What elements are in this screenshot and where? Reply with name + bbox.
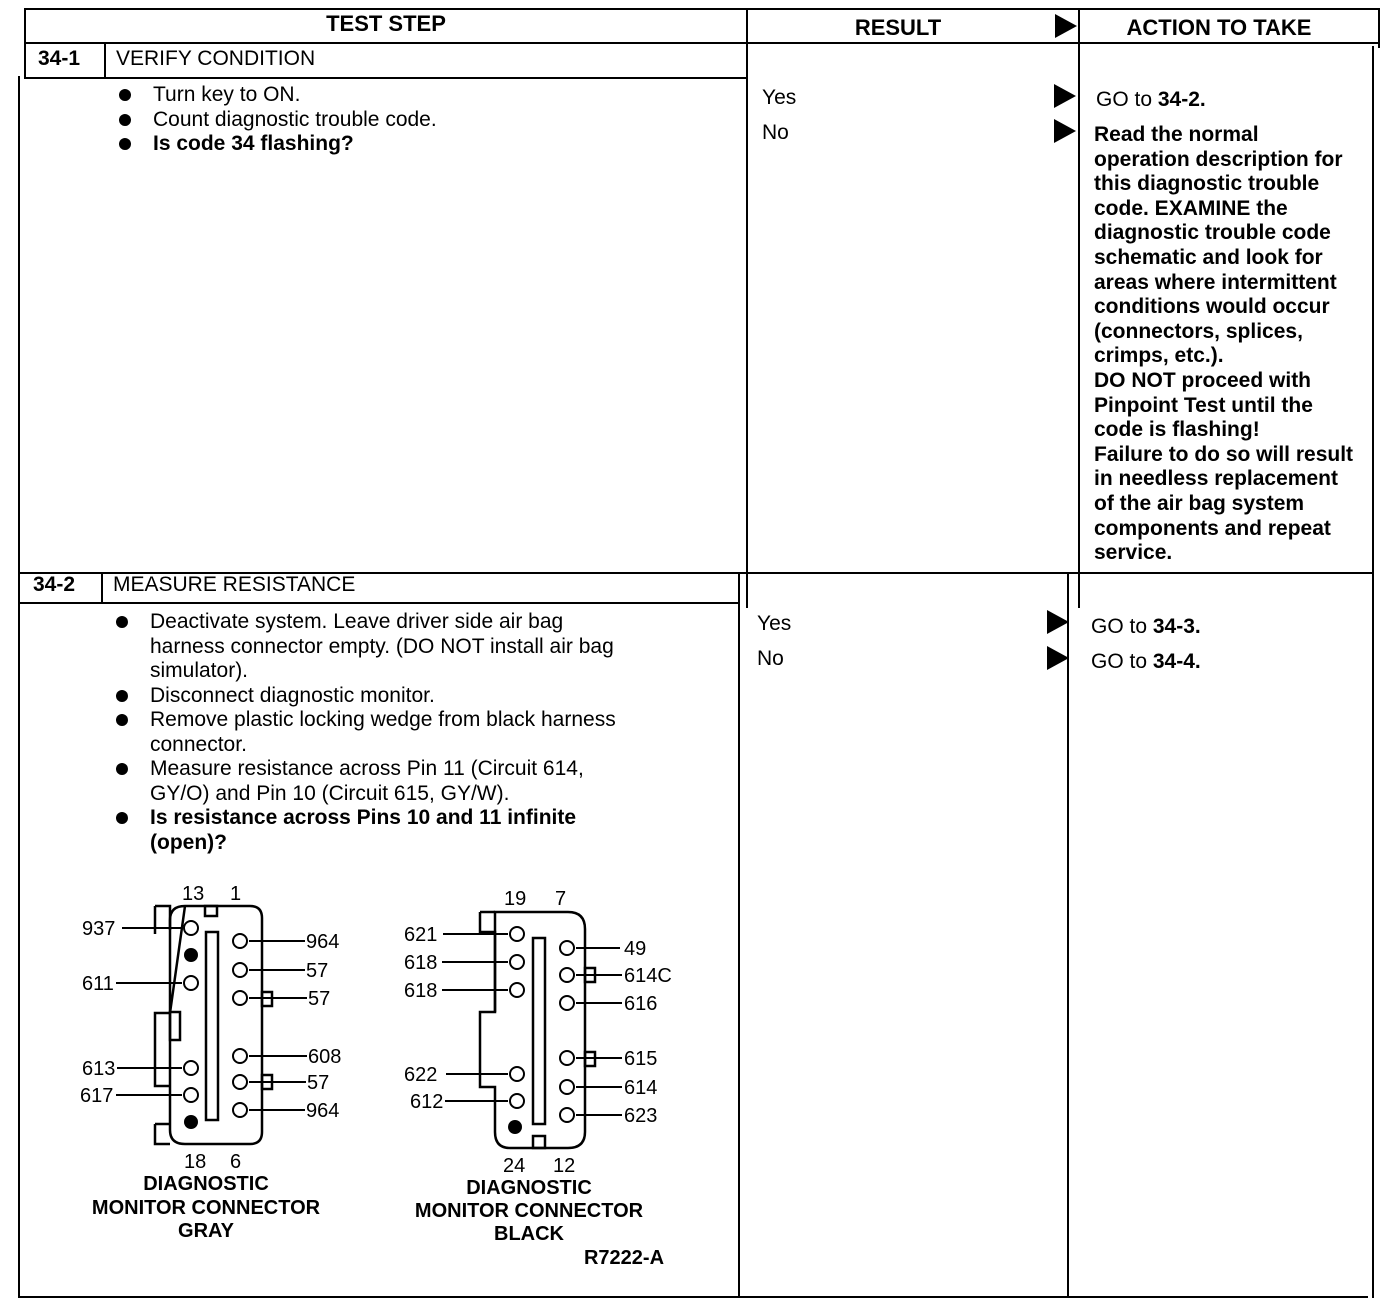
wire-label: 616 (624, 993, 658, 1015)
wire-label: 964 (306, 931, 340, 953)
header-arrow-icon (1055, 14, 1077, 38)
step1-no-action (1094, 123, 1353, 566)
table-border-bottom (18, 1296, 1368, 1298)
header-divider (24, 42, 1380, 44)
step2-no-action: GO to 34-4. (1091, 650, 1201, 673)
step2-yes-action: GO to 34-3. (1091, 615, 1201, 638)
pin-number: 13 (182, 883, 205, 905)
header-action: ACTION TO TAKE (1126, 15, 1312, 40)
step1-title-divider (24, 77, 748, 79)
gray-caption-line: MONITOR CONNECTOR (91, 1197, 321, 1219)
wire-label: 615 (624, 1048, 658, 1070)
black-caption-line: BLACK (494, 1223, 564, 1245)
wire-label: 614C (624, 965, 672, 987)
wire-label: 618 (404, 980, 438, 1002)
action-line: schematic and look for (1094, 245, 1323, 269)
list-item: Remove plastic locking wedge from black harness connector. (114, 708, 616, 757)
pin-number: 12 (553, 1155, 576, 1177)
wire-label: 613 (82, 1058, 116, 1080)
step2-result-yes: Yes (757, 612, 792, 635)
pin-number: 19 (504, 888, 527, 910)
black-caption-line: DIAGNOSTIC (466, 1177, 592, 1199)
action-line: crimps, etc.). (1094, 344, 1224, 368)
gray-caption-line: DIAGNOSTIC (143, 1173, 269, 1195)
action-line: operation description for (1094, 147, 1343, 171)
gray-caption-line: GRAY (178, 1220, 234, 1242)
step-ref: 34-2 (1157, 88, 1200, 111)
pin-number: 24 (503, 1155, 526, 1177)
step1-instructions (117, 83, 437, 157)
action-line: Pinpoint Test until the (1094, 393, 1313, 417)
action-line: in needless replacement (1094, 467, 1338, 491)
pin-holes (184, 921, 574, 1122)
step2-instructions (114, 610, 616, 855)
step1-yes-arrow-icon (1054, 84, 1076, 108)
col-divider-result (746, 8, 748, 608)
table-border-right-lower (1372, 46, 1374, 1298)
pin-number: 18 (184, 1151, 207, 1173)
wire-label: 611 (82, 973, 114, 995)
step2-result-no: No (757, 647, 784, 670)
action-line: service. (1094, 541, 1173, 565)
list-item: Disconnect diagnostic monitor. (114, 684, 616, 709)
action-line: code is flashing! (1094, 418, 1260, 442)
pin-number: 7 (555, 888, 567, 910)
action-line: DO NOT proceed with (1094, 368, 1312, 392)
action-line: Failure to do so will result (1094, 442, 1354, 466)
step2-yes-arrow-icon (1047, 610, 1069, 634)
step1-result-no: No (762, 121, 789, 144)
wire-label: 608 (308, 1046, 342, 1068)
list-item: Is code 34 flashing? (117, 132, 437, 157)
col-divider-action-lower (1067, 572, 1069, 1298)
table-border-top (24, 8, 1380, 10)
step1-yes-action: GO to 34-2. (1096, 88, 1206, 111)
step2-no-arrow-icon (1047, 646, 1069, 670)
wire-label: 964 (306, 1100, 340, 1122)
action-line: of the air bag system (1094, 491, 1305, 515)
wire-label: 57 (306, 960, 329, 982)
step1-result-yes: Yes (762, 86, 797, 109)
step2-title: MEASURE RESISTANCE (113, 573, 356, 596)
pin-number: 6 (230, 1151, 242, 1173)
wire-label: 612 (410, 1091, 444, 1113)
wire-label: 937 (82, 918, 116, 940)
step2-number: 34-2 (33, 573, 76, 596)
wire-label: 57 (307, 1072, 330, 1094)
action-line: conditions would occur (1094, 295, 1330, 319)
pin-number: 1 (230, 883, 242, 905)
list-item: Turn key to ON. (117, 83, 437, 108)
wire-label: 614 (624, 1077, 658, 1099)
wire-label: 623 (624, 1105, 658, 1127)
black-caption-line: MONITOR CONNECTOR (414, 1200, 644, 1222)
list-item: Is resistance across Pins 10 and 11 infinite (open)? (114, 806, 616, 855)
wire-label: 621 (404, 924, 438, 946)
action-line: areas where intermittent (1094, 270, 1337, 294)
action-line: components and repeat (1094, 516, 1331, 540)
wire-label: 57 (308, 988, 331, 1010)
list-item: Measure resistance across Pin 11 (Circuit 614, GY/O) and Pin 10 (Circuit 615, GY/W). (114, 757, 616, 806)
step1-number-divider (104, 42, 106, 78)
wire-label: 49 (624, 938, 647, 960)
header-test-step: TEST STEP (326, 11, 446, 36)
step2-title-divider (18, 602, 740, 604)
step2-number-divider (101, 572, 103, 604)
step1-title: VERIFY CONDITION (116, 47, 316, 70)
wire-label: 618 (404, 952, 438, 974)
header-result: RESULT (854, 15, 942, 40)
col-divider-result-lower (738, 572, 740, 1298)
step-ref: 34-4 (1152, 650, 1195, 673)
list-item: Count diagnostic trouble code. (117, 108, 437, 133)
wire-label: 617 (80, 1085, 114, 1107)
list-item: Deactivate system. Leave driver side air bag harness connector empty. (DO NOT install air bag simulator). (114, 610, 616, 684)
step1-number: 34-1 (38, 47, 81, 70)
action-line: Read the normal (1094, 123, 1259, 146)
step1-no-arrow-icon (1054, 119, 1076, 143)
action-line: this diagnostic trouble (1094, 172, 1320, 196)
action-line: (connectors, splices, (1094, 319, 1303, 343)
figure-id: R7222-A (583, 1247, 665, 1269)
action-line: diagnostic trouble code (1094, 221, 1331, 245)
action-line: code. EXAMINE the (1094, 196, 1288, 220)
step-ref: 34-3 (1152, 615, 1195, 638)
table-border-left-lower (18, 76, 20, 1298)
wire-label: 622 (404, 1064, 438, 1086)
col-divider-action (1078, 8, 1080, 608)
connector-diagram (60, 878, 720, 1276)
